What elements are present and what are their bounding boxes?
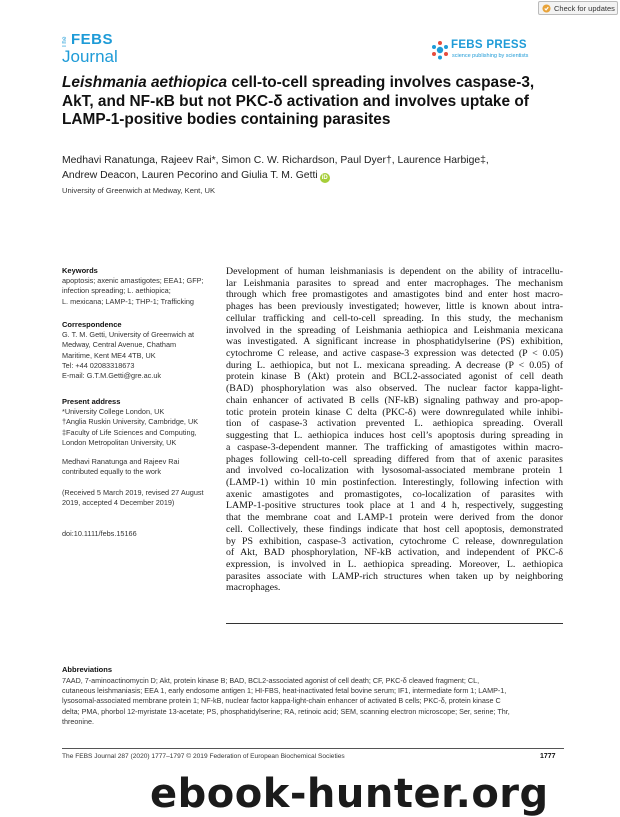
correspondence-line: G. T. M. Getti, University of Greenwich at <box>62 330 195 340</box>
abstract-line: protein kinase B (Akt) protein and BCL2-associated agonist of cell death <box>226 371 563 383</box>
received-line: 2019, accepted 4 December 2019) <box>62 498 175 508</box>
article-title <box>62 74 562 130</box>
correspondence-email[interactable]: E-mail: G.T.M.Getti@gre.ac.uk <box>62 371 162 381</box>
doi[interactable]: doi:10.1111/febs.15166 <box>62 529 137 538</box>
febs-press-name: FEBS PRESS <box>451 39 527 51</box>
abstract-line: Development of human leishmaniasis is dependent on the ability of intracellu- <box>226 266 563 277</box>
footer-divider <box>62 748 564 749</box>
abstract-line: a caspase-3-dependent manner. The trafficking of amastigotes within macro- <box>226 441 563 453</box>
keywords-line: L. mexicana; LAMP-1; THP-1; Trafficking <box>62 296 194 306</box>
title-rest: cell-to-cell spreading involves caspase-3, AkT, and NF-κB but not PKC-δ activation and involves uptake of LAMP-1-positive bodies containing parasites <box>62 74 535 129</box>
abstract <box>226 266 563 594</box>
abstract-line: during L. aethiopica, but not L. mexicana spreading. A decrease (P < 0.05) of <box>226 359 563 371</box>
abstract-line: chain enhancer of activated B cells (NF-kB) signaling pathway and pro-apop- <box>226 394 563 406</box>
abstract-line: (LAMP-1) within 10 min postinfection. Interestingly, following infection with <box>226 476 563 488</box>
keywords-block <box>62 266 212 307</box>
abbreviations-line: cutaneous leishmaniasis; EEA 1, early endosome antigen 1; HI-FBS, heat-inactivated fetal bovine serum; IF1, intermediate form 1; LAMP-1, <box>62 686 507 696</box>
present-address-line: ‡Faculty of Life Sciences and Computing, <box>62 427 197 437</box>
correspondence-block <box>62 320 212 381</box>
abstract-line: phages has been previously investigated; however, little is known about intra- <box>226 301 563 313</box>
abbreviations-line: threonine. <box>62 716 94 726</box>
abstract-line: cellular trafficking and cell-to-cell spreading. In this study, the mechanism <box>226 312 563 324</box>
febs-press-dots-icon <box>430 40 450 60</box>
present-address-line: London Metropolitan University, UK <box>62 437 177 447</box>
keywords-line: infection spreading; L. aethiopica; <box>62 286 171 296</box>
page-number: 1777 <box>540 753 556 760</box>
keywords-line: apoptosis; axenic amastigotes; EEA1; GFP; <box>62 276 204 286</box>
contribution-line: Medhavi Ranatunga and Rajeev Rai <box>62 457 180 466</box>
abstract-line: cell. Collectively, these findings indicate that host cell apoptosis, demonstrated <box>226 523 563 535</box>
abstract-line: suggesting that L. aethiopica induces host cell’s apoptosis during spreading in <box>226 430 563 442</box>
watermark: ebook-hunter.org <box>150 771 549 817</box>
abstract-line: of Akt, BAD phosphorylation, NF-kB activation, and independent of PKC-δ <box>226 547 563 559</box>
present-address-block <box>62 397 212 448</box>
abbreviations-heading: Abbreviations <box>62 665 113 674</box>
correspondence-line: Maritime, Kent ME4 4TB, UK <box>62 350 156 360</box>
keywords-heading: Keywords <box>62 266 98 275</box>
abstract-line: axenic amastigotes and promastigotes, co-localization of parasites with <box>226 488 563 500</box>
abstract-line: expression, is involved in L. aethiopica spreading. Moreover, L. aethiopica <box>226 558 563 570</box>
footer-citation: The FEBS Journal 287 (2020) 1777–1797 © 2019 Federation of European Biochemical Societies <box>62 753 345 760</box>
correspondence-heading: Correspondence <box>62 320 122 329</box>
abstract-line: macrophages. <box>226 582 281 594</box>
author-list <box>62 153 562 183</box>
abstract-line: that the membrane coat and LAMP-1 protein were derived from the donor <box>226 512 563 524</box>
abstract-line: by PS exhibition, caspase-3 activation, cytochrome C release, downregulation <box>226 535 563 547</box>
journal-logo-journal: Journal <box>62 47 118 66</box>
contribution-line: contributed equally to the work <box>62 467 161 477</box>
abstract-line: through which free promastigotes and amastigotes bind and enter host macro- <box>226 289 563 301</box>
present-address-heading: Present address <box>62 397 121 406</box>
check-updates-label: Check for updates <box>554 3 615 13</box>
contribution-note <box>62 457 212 477</box>
febs-press-logo <box>430 40 542 62</box>
abstract-divider <box>226 623 563 624</box>
correspondence-line: Tel: +44 02083318673 <box>62 360 135 370</box>
abstract-line: LAMP-1-positive structures took place at 1 and 4 h, respectively, suggesting <box>226 500 563 512</box>
abbreviations-line: lysosomal-associated membrane protein 1; NF-kB, nuclear factor kappa-light-chain enhancer of activated B cells; PKC-δ, protein kinase C <box>62 696 501 706</box>
abbreviations-line: 7AAD, 7-aminoactinomycin D; Akt, protein kinase B; BAD, BCL2-associated agonist of cell death; CF, PKC-δ cleaved fragment; CL, <box>62 676 480 685</box>
abstract-line: parasites associate with LAMP-rich structures when taken up by neighboring <box>226 570 563 582</box>
journal-logo-febs: FEBS <box>71 31 114 48</box>
received-line: (Received 5 March 2019, revised 27 August <box>62 488 204 497</box>
journal-logo-the: The <box>62 36 68 48</box>
abstract-line: (BAD) phosphorylation was also observed. The nuclear factor kappa-light- <box>226 383 563 395</box>
check-for-updates-button[interactable] <box>538 1 618 15</box>
abstract-line: tion of caspase-3 activation prevented L. aethiopica spreading. Overall <box>226 418 563 430</box>
orcid-icon[interactable]: iD <box>321 175 328 181</box>
febs-press-tagline: science publishing by scientists <box>452 53 529 59</box>
affiliation: University of Greenwich at Medway, Kent, UK <box>62 186 216 195</box>
title-italic: Leishmania aethiopica <box>62 74 228 91</box>
abstract-line: involved in the spreading of Leishmania aethiopica and Leishmania mexicana <box>226 324 563 336</box>
abstract-line: lar Leishmania parasites to spread and enter macrophages. The mechanism <box>226 277 563 289</box>
abstract-line: phages following cell-to-cell spreading differed from that of axenic parasites <box>226 453 563 465</box>
abbreviations-line: delta; PMA, phorbol 12-myristate 13-acetate; PS, phosphatidylserine; RA, retinoic acid; SEM, scanning electron microscope; Ser, serine; Thr, <box>62 706 510 716</box>
abbreviations-text <box>62 676 564 727</box>
abstract-line: was investigated. A significant increase in phosphatidylserine (PS) exhibition, <box>226 336 563 348</box>
present-address-line: †Anglia Ruskin University, Cambridge, UK <box>62 417 199 427</box>
received-dates <box>62 488 212 508</box>
authors-line-2: Andrew Deacon, Lauren Pecorino and Giulia T. M. Getti <box>62 170 318 181</box>
correspondence-line: Medway, Central Avenue, Chatham <box>62 340 177 350</box>
abstract-line: and involved co-localization with lysosomal-associated membrane protein 1 <box>226 465 563 477</box>
abstract-line: totic protein protein kinase C delta (PKC-δ) were downregulated while inhibi- <box>226 406 563 418</box>
check-updates-icon <box>542 4 551 13</box>
present-address-line: *University College London, UK <box>62 407 165 417</box>
abstract-line: cytochrome C release, and active caspase-3 expression was detected (P < 0.05) <box>226 348 563 360</box>
authors-line-1: Medhavi Ranatunga, Rajeev Rai*, Simon C. W. Richardson, Paul Dyer†, Laurence Harbige‡, <box>62 155 489 166</box>
